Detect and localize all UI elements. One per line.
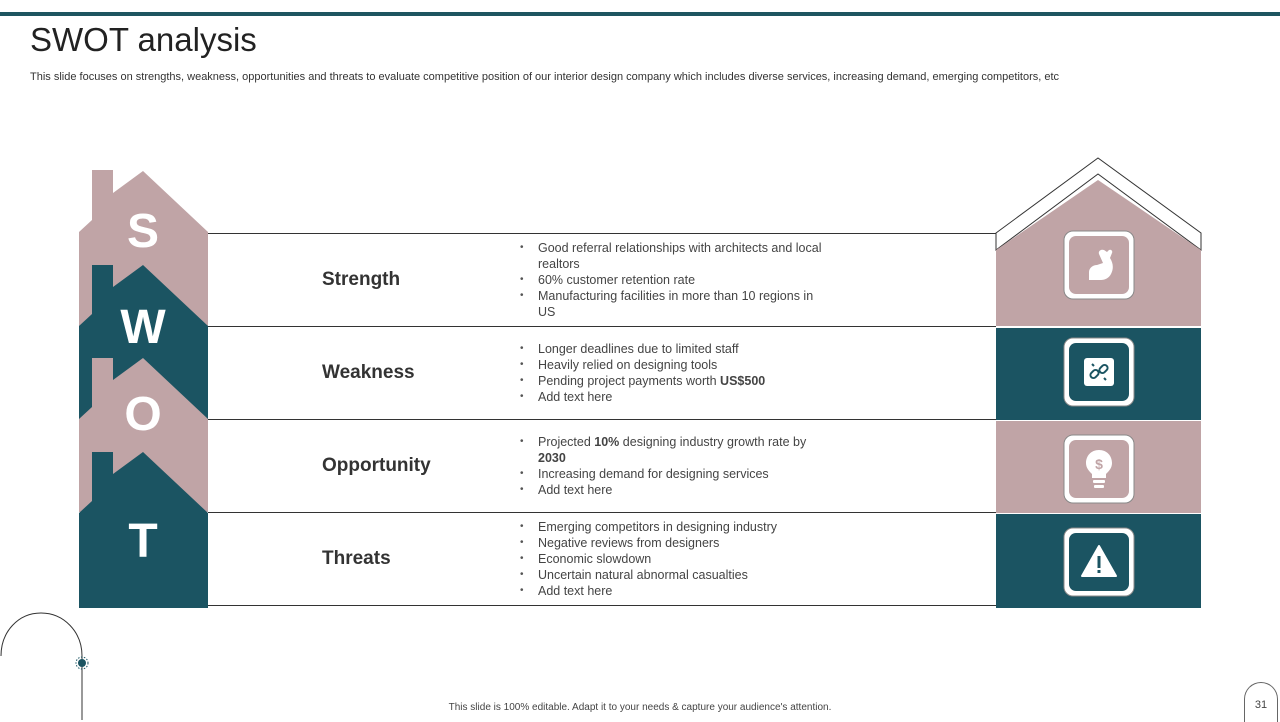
letter-o: O <box>124 388 162 441</box>
warning-triangle-icon <box>1063 527 1135 597</box>
bullet-highlight: 2030 <box>538 451 566 465</box>
slide-title: SWOT analysis <box>30 21 257 58</box>
svg-text:$: $ <box>1095 456 1103 472</box>
opportunity-bullets <box>518 434 818 498</box>
bullet-text: 60% customer retention rate <box>538 273 696 287</box>
bullet-item <box>518 434 818 466</box>
bullet-text: Emerging competitors in designing industry <box>538 520 778 534</box>
bullet-highlight: 10% <box>594 435 620 449</box>
weakness-bullets <box>518 341 838 405</box>
threats-bullets <box>518 519 838 599</box>
slide-subtitle: This slide focuses on strengths, weakness, opportunities and threats to evaluate competitive position of our interior design company which includes diverse services, increasing demand, emerging competitors, etc <box>30 71 1060 83</box>
bullet-item <box>518 373 838 389</box>
letter-w: W <box>120 301 166 354</box>
bullet-text: Negative reviews from designers <box>538 536 720 550</box>
bullet-item <box>518 583 838 599</box>
bullet-text: Add text here <box>538 483 613 497</box>
bullet-item <box>518 240 828 272</box>
letter-t: T <box>128 515 158 568</box>
letter-s: S <box>126 205 159 258</box>
broken-link-icon <box>1063 337 1135 407</box>
bullet-item <box>518 482 818 498</box>
row-label-strength: Strength <box>322 269 401 290</box>
bullet-text: Increasing demand for designing services <box>538 467 769 481</box>
bullet-highlight: US$500 <box>720 374 766 388</box>
bullet-text: Add text here <box>538 390 613 404</box>
bullet-text: Economic slowdown <box>538 552 652 566</box>
row-label-opportunity: Opportunity <box>322 455 431 476</box>
bullet-item <box>518 272 828 288</box>
bullet-text: designing industry growth rate by <box>619 435 807 449</box>
strength-bullets <box>518 240 828 320</box>
row-label-threats: Threats <box>322 548 391 569</box>
row-label-weakness: Weakness <box>322 362 415 383</box>
bullet-item <box>518 288 828 320</box>
bullet-item <box>518 519 838 535</box>
bullet-text: Good referral relationships with architects and local realtors <box>538 241 822 271</box>
page-number: 31 <box>1244 682 1278 722</box>
bullet-text: Projected <box>538 435 595 449</box>
bullet-item <box>518 535 838 551</box>
bullet-item <box>518 567 838 583</box>
bullet-text: Add text here <box>538 584 613 598</box>
lightbulb-dollar-icon <box>1063 434 1135 504</box>
bullet-text: Pending project payments worth <box>538 374 721 388</box>
bullet-item <box>518 551 838 567</box>
bullet-text: Manufacturing facilities in more than 10 regions in US <box>538 289 814 319</box>
bullet-text: Longer deadlines due to limited staff <box>538 342 739 356</box>
bullet-text: Heavily relied on designing tools <box>538 358 718 372</box>
footer-note: This slide is 100% editable. Adapt it to your needs & capture your audience's attention. <box>448 702 832 713</box>
bullet-item <box>518 466 818 482</box>
flexed-bicep-icon <box>1063 230 1135 300</box>
bullet-item <box>518 341 838 357</box>
bullet-item <box>518 389 838 405</box>
bullet-text: Uncertain natural abnormal casualties <box>538 568 748 582</box>
bullet-item <box>518 357 838 373</box>
